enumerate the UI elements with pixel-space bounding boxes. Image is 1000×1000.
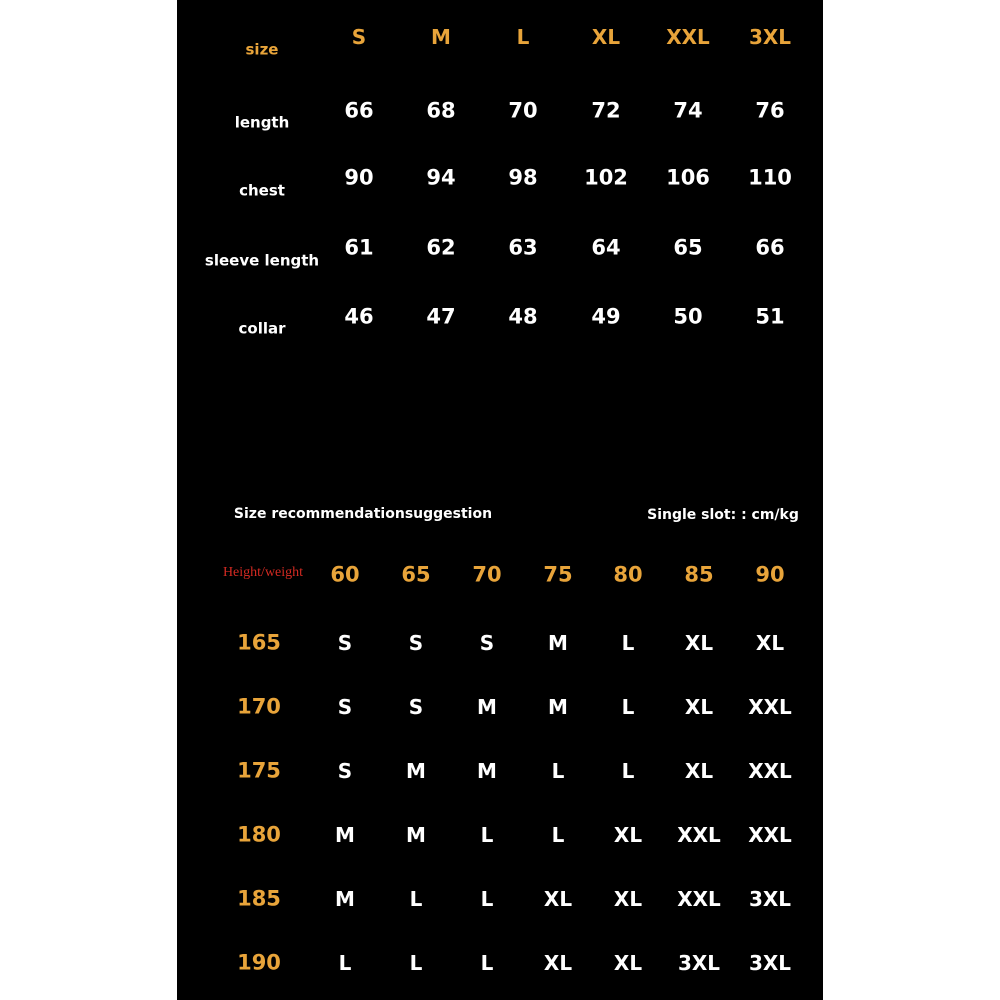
recommended-size: XL xyxy=(684,695,714,719)
recommended-size: XL xyxy=(613,823,643,847)
size-header: 3XL xyxy=(748,25,792,49)
height-label: 185 xyxy=(237,886,281,911)
measure-value: 65 xyxy=(673,235,703,260)
measure-value: 110 xyxy=(748,165,792,190)
recommended-size: M xyxy=(335,887,355,911)
size-header: M xyxy=(431,25,451,49)
weight-header: 90 xyxy=(755,562,785,587)
recommended-size: M xyxy=(548,695,568,719)
weight-header: 85 xyxy=(684,562,714,587)
recommended-size: S xyxy=(479,631,495,655)
measure-value: 98 xyxy=(508,165,538,190)
measure-value: 61 xyxy=(344,235,374,260)
measure-value: 102 xyxy=(584,165,628,190)
recommended-size: XL xyxy=(613,887,643,911)
recommended-size: XXL xyxy=(748,759,792,783)
height-label: 165 xyxy=(237,630,281,655)
recommended-size: XXL xyxy=(748,823,792,847)
height-label: 170 xyxy=(237,694,281,719)
measure-label-length: length xyxy=(234,113,290,132)
measure-value: 46 xyxy=(344,304,374,329)
measure-label-chest: chest xyxy=(239,181,285,200)
recommended-size: L xyxy=(551,759,565,783)
recommended-size: XXL xyxy=(748,695,792,719)
recommended-size: S xyxy=(408,695,424,719)
recommended-size: L xyxy=(621,695,635,719)
measure-value: 68 xyxy=(426,98,456,123)
weight-header: 70 xyxy=(472,562,502,587)
recommended-size: M xyxy=(406,759,426,783)
recommendation-title: Size recommendationsuggestion xyxy=(233,506,493,522)
size-header: XXL xyxy=(666,25,710,49)
recommended-size: M xyxy=(477,759,497,783)
recommended-size: L xyxy=(551,823,565,847)
recommended-size: M xyxy=(335,823,355,847)
measure-value: 64 xyxy=(591,235,621,260)
size-corner-label: size xyxy=(245,40,279,59)
height-label: 180 xyxy=(237,822,281,847)
recommended-size: XXL xyxy=(677,887,721,911)
recommended-size: XL xyxy=(684,631,714,655)
measure-value: 106 xyxy=(666,165,710,190)
measure-value: 51 xyxy=(755,304,785,329)
height-label: 190 xyxy=(237,950,281,975)
recommended-size: XXL xyxy=(677,823,721,847)
weight-header: 80 xyxy=(613,562,643,587)
recommended-size: 3XL xyxy=(677,951,721,975)
weight-header: 65 xyxy=(401,562,431,587)
recommended-size: L xyxy=(409,887,423,911)
measure-value: 66 xyxy=(755,235,785,260)
measure-label-sleeve-length: sleeve length xyxy=(204,251,320,270)
measure-value: 49 xyxy=(591,304,621,329)
measure-value: 50 xyxy=(673,304,703,329)
height-label: 175 xyxy=(237,758,281,783)
measure-value: 94 xyxy=(426,165,456,190)
measure-value: 48 xyxy=(508,304,538,329)
measure-value: 47 xyxy=(426,304,456,329)
measure-value: 62 xyxy=(426,235,456,260)
recommended-size: L xyxy=(480,823,494,847)
size-header: L xyxy=(516,25,530,49)
recommended-size: 3XL xyxy=(748,951,792,975)
recommended-size: M xyxy=(548,631,568,655)
measure-value: 63 xyxy=(508,235,538,260)
recommended-size: M xyxy=(477,695,497,719)
recommended-size: L xyxy=(338,951,352,975)
recommended-size: 3XL xyxy=(748,887,792,911)
recommended-size: L xyxy=(409,951,423,975)
recommended-size: L xyxy=(480,951,494,975)
recommended-size: L xyxy=(621,759,635,783)
unit-note: Single slot: : cm/kg xyxy=(647,507,799,523)
recommended-size: S xyxy=(408,631,424,655)
recommended-size: XL xyxy=(543,887,573,911)
recommended-size: XL xyxy=(755,631,785,655)
height-weight-corner-label: Height/weight xyxy=(222,565,304,580)
measure-value: 70 xyxy=(508,98,538,123)
recommended-size: XL xyxy=(543,951,573,975)
measure-value: 76 xyxy=(755,98,785,123)
measure-value: 72 xyxy=(591,98,621,123)
measure-value: 66 xyxy=(344,98,374,123)
recommended-size: L xyxy=(480,887,494,911)
recommended-size: XL xyxy=(613,951,643,975)
recommended-size: XL xyxy=(684,759,714,783)
measure-label-collar: collar xyxy=(238,319,286,338)
recommended-size: S xyxy=(337,631,353,655)
recommended-size: S xyxy=(337,759,353,783)
size-header: S xyxy=(351,25,367,49)
measure-value: 74 xyxy=(673,98,703,123)
weight-header: 60 xyxy=(330,562,360,587)
size-chart-panel xyxy=(177,0,823,1000)
recommended-size: M xyxy=(406,823,426,847)
measure-value: 90 xyxy=(344,165,374,190)
recommended-size: S xyxy=(337,695,353,719)
size-header: XL xyxy=(591,25,621,49)
recommended-size: L xyxy=(621,631,635,655)
weight-header: 75 xyxy=(543,562,573,587)
